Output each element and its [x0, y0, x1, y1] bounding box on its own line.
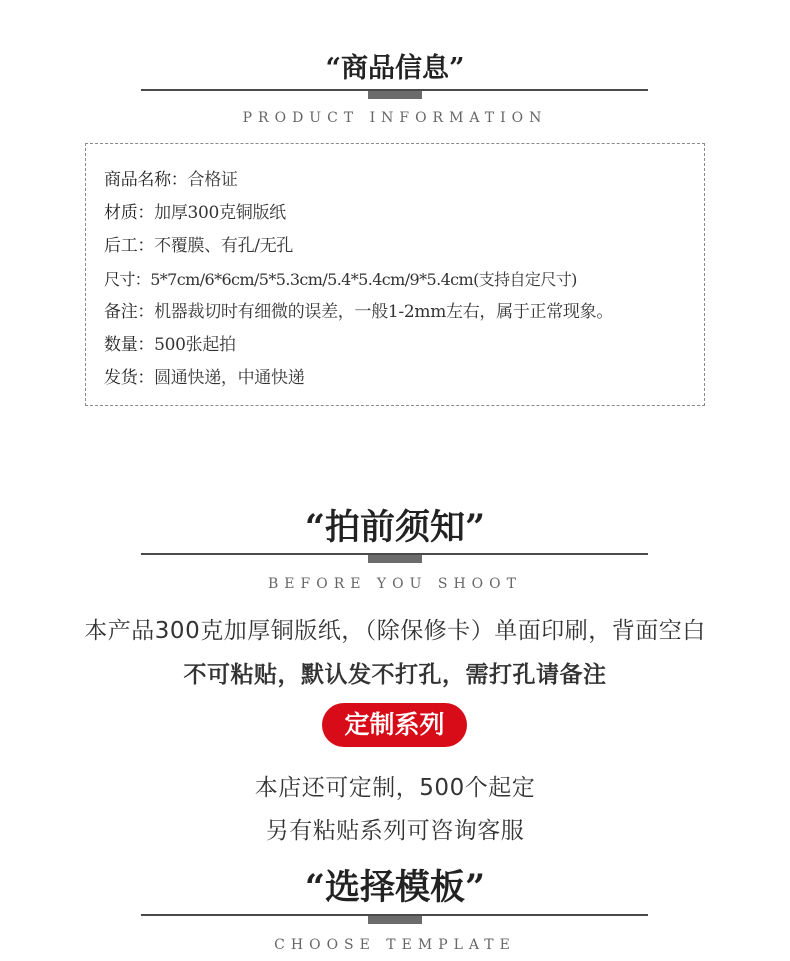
notice-line-1: 本产品300克加厚铜版纸，（除保修卡）单面印刷，背面空白	[84, 618, 706, 644]
info-key: 数量：	[104, 335, 155, 355]
choose-template-title-text: “选择模板”	[304, 867, 486, 908]
notice-line-2: 不可粘贴，默认发不打孔，需打孔请备注	[183, 662, 607, 688]
info-key: 发货：	[104, 368, 155, 388]
info-row-quantity	[104, 329, 704, 362]
before-shoot-title-text: “拍前须知”	[304, 507, 486, 548]
info-value: 合格证	[187, 170, 238, 190]
notice-line-4: 另有粘贴系列可咨询客服	[265, 818, 525, 844]
product-info-subtitle: PRODUCT INFORMATION	[242, 110, 548, 126]
info-value: 机器裁切时有细微的误差，一般1-2mm左右，属于正常现象。	[154, 302, 614, 322]
info-row-shipping	[104, 362, 704, 395]
divider-tab	[368, 916, 422, 924]
info-value: 加厚300克铜版纸	[154, 203, 286, 223]
divider-tab	[368, 91, 422, 99]
divider-tab	[368, 555, 422, 563]
product-info-title-text: “商品信息”	[325, 53, 465, 84]
info-value: 不覆膜、有孔/无孔	[154, 236, 294, 256]
info-key: 备注：	[104, 302, 155, 322]
info-row-material	[104, 197, 704, 230]
info-key: 商品名称：	[104, 170, 188, 190]
info-row-size	[104, 263, 704, 296]
custom-series-badge: 定制系列	[322, 703, 467, 747]
info-row-note	[104, 296, 704, 329]
notice-line-3: 本店还可定制，500个起定	[254, 775, 536, 801]
info-key: 尺寸：	[104, 270, 151, 289]
before-shoot-title	[0, 500, 790, 550]
info-value: 圆通快递，中通快递	[154, 368, 305, 388]
product-info-title	[0, 46, 790, 85]
choose-template-subtitle: CHOOSE TEMPLATE	[274, 937, 516, 953]
choose-template-title	[0, 860, 790, 910]
info-row-name	[104, 164, 704, 197]
info-key: 材质：	[104, 203, 155, 223]
product-info-box	[85, 143, 705, 406]
info-row-finishing	[104, 230, 704, 263]
info-value: 5*7cm/6*6cm/5*5.3cm/5.4*5.4cm/9*5.4cm(支持自定尺寸)	[150, 270, 577, 289]
info-value: 500张起拍	[154, 335, 236, 355]
before-shoot-subtitle: BEFORE YOU SHOOT	[268, 576, 522, 592]
info-key: 后工：	[104, 236, 155, 256]
